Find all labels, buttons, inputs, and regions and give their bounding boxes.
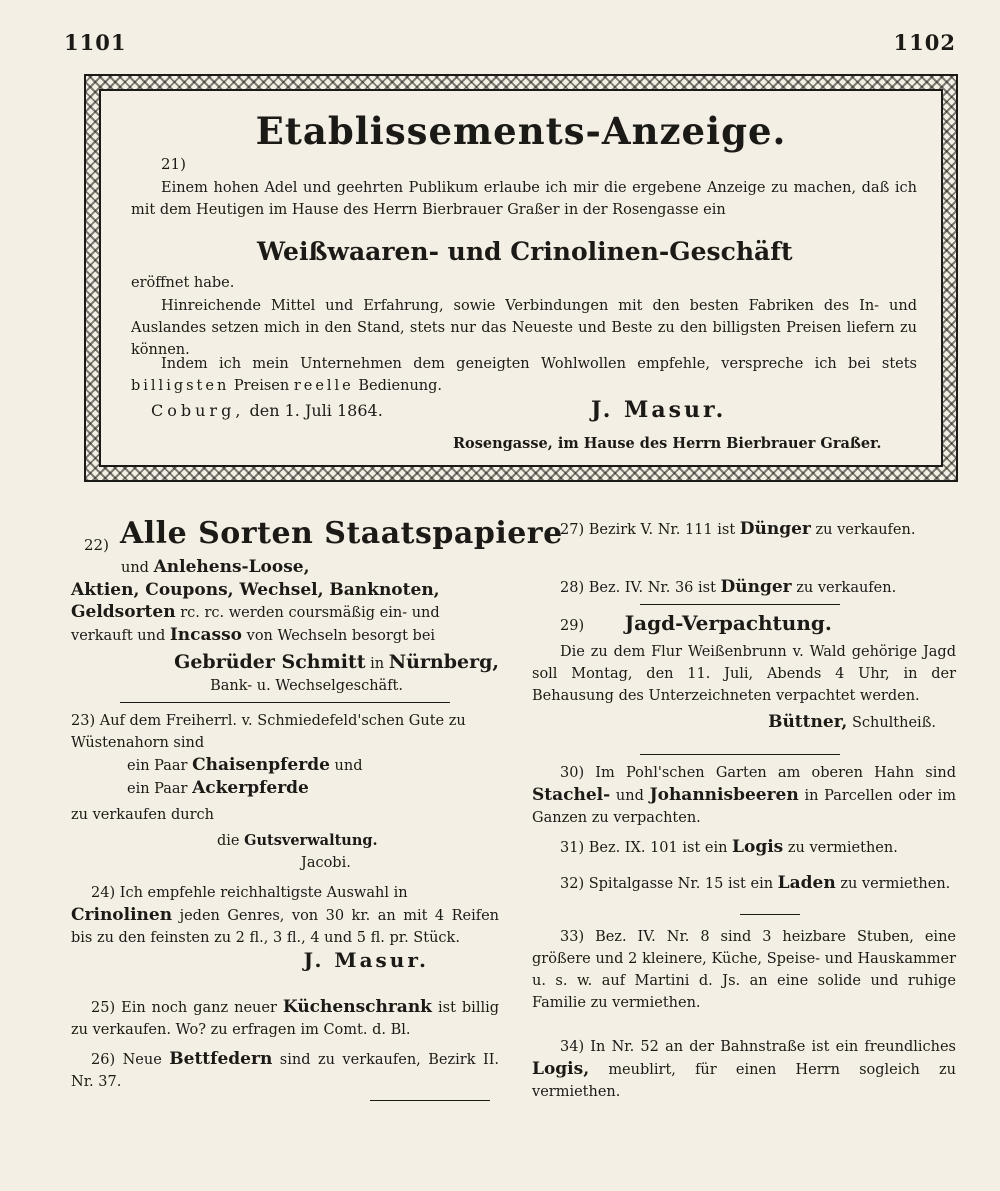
ornamental-frame — [84, 74, 958, 482]
ad-33: 33) Bez. IV. Nr. 8 sind 3 heizbare Stuben, eine größere und 2 kleinere, Küche, Speise- und Hauskammer u. s. w. auf Martini d. Js. an eine solide und ruhige Familie zu vermiethen. — [532, 929, 956, 1011]
column-bottom-rule — [370, 1100, 490, 1101]
divider — [120, 702, 450, 703]
ad-32: 32) Spitalgasse Nr. 15 ist ein Laden zu vermiethen. — [560, 873, 951, 893]
divider — [640, 604, 840, 605]
ad-30: 30) Im Pohl'schen Garten am oberen Hahn sind Stachel- und Johannisbeeren in Parcellen oder im Ganzen zu verpachten. — [532, 765, 957, 826]
ad-29: 29) Jagd-Verpachtung. Die zu dem Flur Weißenbrunn v. Wald gehörige Jagd soll Montag, den 11. Juli, Abends 4 Uhr, in der Behausung des Unterzeichneten verpachtet werden. Büttner, Schultheiß. — [532, 611, 956, 732]
signature-address: Rosengasse, im Hause des Herrn Bierbrauer Graßer. — [453, 435, 882, 452]
ad-28: 28) Bez. IV. Nr. 36 ist Dünger zu verkaufen. — [560, 577, 897, 597]
ad-22: und Anlehens-Loose, Aktien, Coupons, Wechsel, Banknoten, Geldsorten rc. rc. werden coursmäßig ein- und verkauft und Incasso von Wechseln besorgt bei Gebrüder Schmitt in Nürnberg, Bank- u. Wechselgeschäft. — [71, 556, 499, 697]
ad-25: 25) Ein noch ganz neuer Küchenschrank ist billig zu verkaufen. Wo? zu erfragen im Comt. d. Bl. — [71, 997, 500, 1038]
establishment-title: Etablissements-Anzeige. — [255, 109, 787, 153]
establishment-para-1: Einem hohen Adel und geehrten Publikum erlaube ich mir die ergebene Anzeige zu machen, daß ich mit dem Heutigen im Hause des Herrn Bierbrauer Graßer in der Rosengasse ein — [131, 180, 917, 218]
page-number-left: 1101 — [64, 30, 127, 55]
ad23-signature: Jacobi. — [301, 855, 351, 871]
ad-26: 26) Neue Bettfedern sind zu verkaufen, Bezirk II. Nr. 37. — [71, 1049, 500, 1090]
ad-34: 34) In Nr. 52 an der Bahnstraße ist ein freundliches Logis, meublirt, für einen Herrn sogleich zu vermiethen. — [532, 1039, 956, 1100]
page-number-right: 1102 — [893, 30, 956, 55]
shop-name: Weißwaaren- und Crinolinen-Geschäft — [257, 237, 793, 266]
ad22-title: Alle Sorten Staatspapiere — [120, 516, 563, 551]
ad-23: 23) Auf dem Freiherrl. v. Schmiedefeld'schen Gute zu Wüstenahorn sind ein Paar Chaisenpferde und ein Paar Ackerpferde zu verkaufen durch die Gutsverwaltung. Jacobi. — [71, 710, 499, 874]
establishment-announcement — [99, 89, 943, 467]
ad-31: 31) Bez. IX. 101 ist ein Logis zu vermiethen. — [560, 837, 898, 857]
divider — [640, 754, 840, 755]
signature-masur: J. Masur. — [591, 397, 727, 423]
divider — [740, 914, 800, 915]
opened-text: eröffnet habe. — [131, 275, 235, 291]
date-line: Coburg, den 1. Juli 1864. — [151, 401, 383, 420]
ad-24: 24) Ich empfehle reichhaltigste Auswahl in Crinolinen jeden Genres, von 30 kr. an mit 4 Reifen bis zu den feinsten zu 2 fl., 3 fl., 4 und 5 fl. pr. Stück. J. Masur. — [71, 885, 500, 972]
ad24-signature: J. Masur. — [303, 948, 429, 972]
establishment-para-2: Hinreichende Mittel und Erfahrung, sowie Verbindungen mit den besten Fabriken des In- und Auslandes setzen mich in den Stand, stets nur das Neueste und Beste zu den billigsten Preisen liefern zu können. — [131, 298, 917, 358]
establishment-para-3: Indem ich mein Unternehmen dem geneigten Wohlwollen empfehle, verspreche ich bei stets billigsten Preisen reelle Bedienung. — [131, 356, 917, 394]
ad-number-22: 22) — [84, 536, 109, 554]
ad-27: 27) Bezirk V. Nr. 111 ist Dünger zu verkaufen. — [560, 519, 916, 539]
ad22-company-type: Bank- u. Wechselgeschäft. — [210, 678, 403, 694]
ad-number-21: 21) — [161, 155, 186, 173]
ad22-line-2: Aktien, Coupons, Wechsel, Banknoten, — [71, 580, 440, 600]
